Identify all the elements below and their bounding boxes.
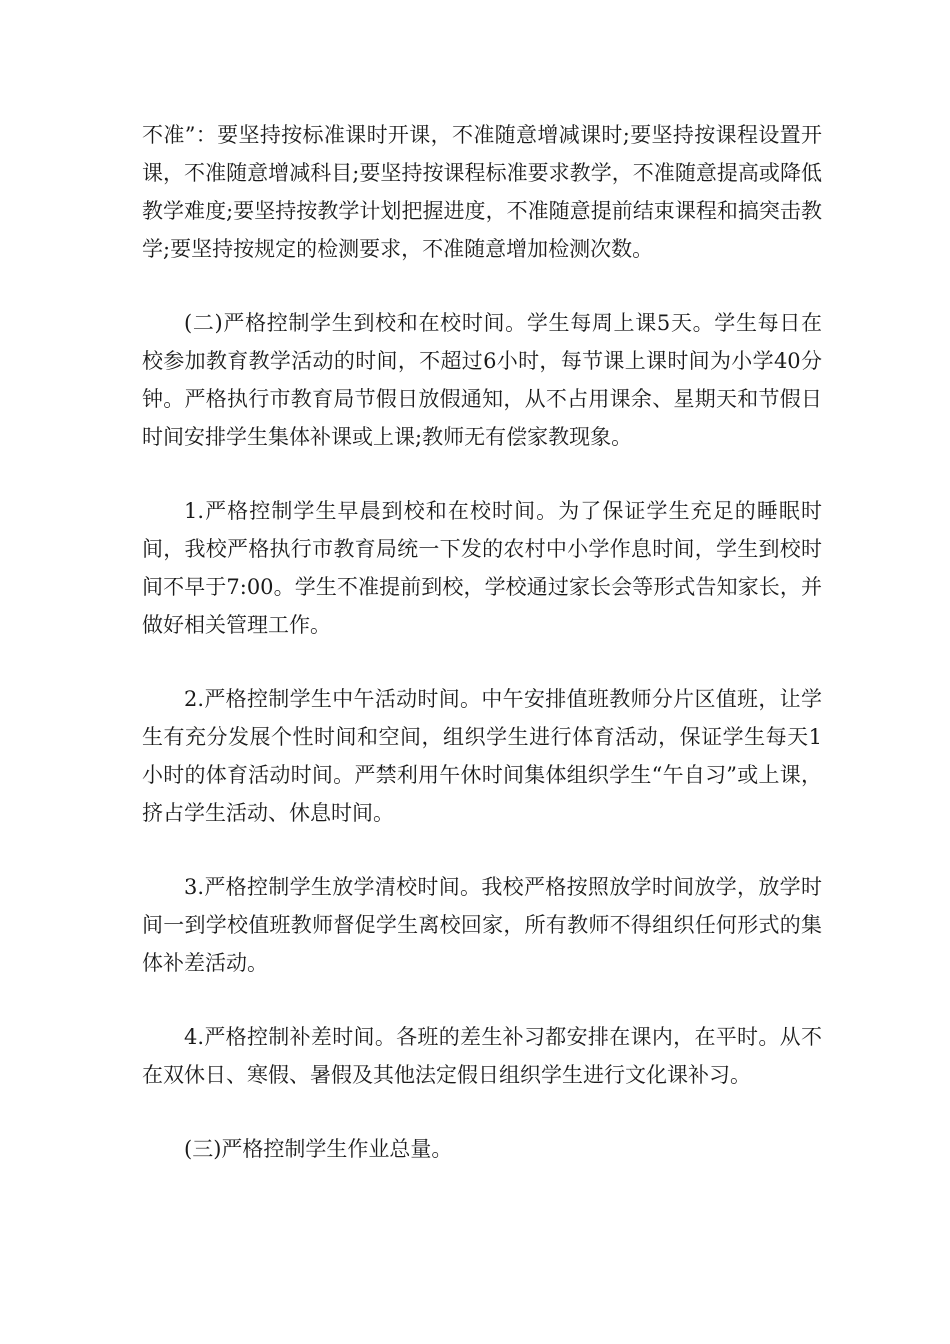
paragraph-item-2: 2.严格控制学生中午活动时间。中午安排值班教师分片区值班，让学生有充分发展个性时间和空间，组织学生进行体育活动，保证学生每天1小时的体育活动时间。严禁利用午休时间集体组织学生“午自习”或上课，挤占学生活动、休息时间。 bbox=[142, 687, 822, 825]
paragraph-section-2: (二)严格控制学生到校和在校时间。学生每周上课5天。学生每日在校参加教育教学活动的时间，不超过6小时，每节课上课时间为小学40分钟。严格执行市教育局节假日放假通知，从不占用课余、星期天和节假日时间安排学生集体补课或上课;教师无有偿家教现象。 bbox=[142, 311, 822, 449]
document-body bbox=[142, 116, 822, 1204]
paragraph-item-1: 1.严格控制学生早晨到校和在校时间。为了保证学生充足的睡眠时间，我校严格执行市教育局统一下发的农村中小学作息时间，学生到校时间不早于7:00。学生不准提前到校，学校通过家长会等形式告知家长，并做好相关管理工作。 bbox=[142, 499, 822, 637]
paragraph-section-3: (三)严格控制学生作业总量。 bbox=[184, 1137, 453, 1161]
paragraph-continuation: 不准”：要坚持按标准课时开课，不准随意增减课时;要坚持按课程设置开课，不准随意增减科目;要坚持按课程标准要求教学，不准随意提高或降低教学难度;要坚持按教学计划把握进度，不准随意提前结束课程和搞突击教学;要坚持按规定的检测要求，不准随意增加检测次数。 bbox=[142, 123, 822, 261]
paragraph-item-3: 3.严格控制学生放学清校时间。我校严格按照放学时间放学，放学时间一到学校值班教师督促学生离校回家，所有教师不得组织任何形式的集体补差活动。 bbox=[142, 875, 822, 975]
paragraph-item-4: 4.严格控制补差时间。各班的差生补习都安排在课内，在平时。从不在双休日、寒假、暑假及其他法定假日组织学生进行文化课补习。 bbox=[142, 1025, 822, 1087]
